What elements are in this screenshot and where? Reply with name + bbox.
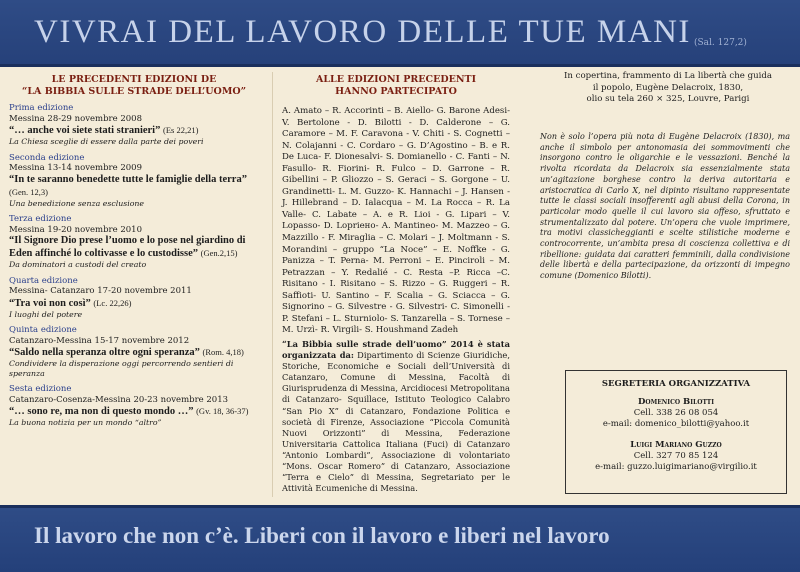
edition-quote: [9, 297, 259, 310]
edition-item: [9, 153, 259, 209]
edition-quote: [9, 346, 259, 359]
contact-phone: Cell. 338 26 08 054: [633, 408, 719, 418]
edition-ref: (Gen.2,15): [200, 248, 238, 258]
footer-banner: [0, 505, 800, 572]
column-divider: [272, 72, 273, 497]
edition-note: Una benedizione senza esclusione: [9, 198, 145, 208]
edition-quote-text: “Saldo nella speranza oltre ogni speranza”: [9, 347, 200, 358]
edition-dates: Messina- Catanzaro 17-20 novembre 2011: [9, 286, 192, 296]
contact-name: Domenico Bilotti: [637, 397, 715, 407]
edition-item: [9, 276, 259, 320]
participants-heading-line1: ALLE EDIZIONI PRECEDENTI: [315, 74, 477, 85]
edition-quote: [9, 124, 259, 137]
edition-title: Sesta edizione: [9, 384, 72, 394]
secretariat-box: [565, 370, 787, 494]
participants-list: A. Amato – R. Accorinti – B. Aiello- G. Barone Adesi- V. Bertolone - D. Bilotti - D. Calderone – G. Caramore – M. F. Caravona - V. Chiti - S. Cognetti – N. Colajanni - C. Cordaro – G. D’Agostino – B. e R. De Luca- F. Dionesalvi- S. Domianello - C. Fanti – N. Fasullo- R. Fiorini- R. Fulco – D. Garrone – R. Gibellini – P. Gliozzo – S. Geraci – S. Gorgone – U. Grandinetti- L. M. Guzzo- K. Hannachi – J. Hansen - J. Hillebrand – D. Ialacqua – M. La Rocca – R. La Valle- C. Labate – A. e R. Lioi - G. Lipari – V. Lopasso- D. Lopriено- A. Mantineo- M. Mazzeo – G. Mazzillo - F. Miraglia – C. Molari – J. Moltmann - S. Morandini – gruppo “La Noce” – E. Noffke - G. Panizza – T. Perna- M. Perroni – E. Pinciroli – M. Petrazzan – Y. Redalié - C. Resta –P. Ricca –C. Risitano - I. Risitano – S. Rizzo – G. Ruggeri – R. Saffioti- U. Santino – F. Scalia – G. Sciacca – G. Signorino – G. Silvestre - G. Silvestri- C. Simonelli - P. Stefani – L. Sturniolo- S. Tanzarella – S. Tornese – M. Urzì- R. Virgili- S. Houshmand Zadeh: [282, 106, 510, 336]
edition-note: I luoghi del potere: [9, 309, 83, 319]
contact-name: Luigi Mariano Guzzo: [630, 440, 722, 450]
edition-title: Quinta edizione: [9, 325, 77, 335]
edition-item: [9, 103, 259, 147]
edition-dates: Catanzaro-Messina 15-17 novembre 2012: [9, 335, 190, 346]
edition-quote: [9, 174, 259, 199]
organizers-lead: “La Bibbia sulle strade dell’uomo” 2014 è stata organizzata da:: [282, 339, 510, 361]
edition-quote-text: “Il Signore Dio prese l’uomo e lo pose nel giardino di Eden affinché lo coltivasse e lo custodisse”: [9, 235, 246, 259]
edition-title: Seconda edizione: [9, 152, 85, 163]
participants-heading-line2: HANNO PARTECIPATO: [335, 86, 457, 97]
edition-ref: (Gv. 18, 36-37): [196, 406, 249, 416]
edition-ref: (Rom. 4,18): [202, 347, 244, 357]
edition-title: Terza edizione: [9, 214, 72, 224]
edition-title: Prima edizione: [9, 103, 74, 113]
edition-dates: Messina 19-20 novembre 2010: [9, 224, 142, 235]
edition-dates: Catanzaro-Cosenza-Messina 20-23 novembre 2013: [9, 394, 229, 405]
edition-quote-text: “Tra voi non così”: [9, 297, 91, 309]
organizers-paragraph: [282, 339, 510, 494]
cover-caption-line2: il popolo, Eugène Delacroix, 1830,: [592, 82, 744, 93]
edition-note: La Chiesa sceglie di essere dalla parte dei poveri: [9, 137, 204, 146]
header-banner: [0, 0, 800, 67]
footer-slogan: Il lavoro che non c’è. Liberi con il lavoro e liberi nel lavoro: [34, 523, 610, 548]
edition-ref: (Es 22,21): [162, 125, 199, 135]
psalm-reference: (Sal. 127,2): [694, 38, 747, 48]
contact-card: [566, 440, 786, 473]
cover-caption: [548, 71, 788, 106]
edition-item: [9, 214, 259, 270]
edition-ref: (Gen. 12,3): [9, 186, 48, 197]
edition-quote-text: “In te saranno benedette tutte le famiglie della terra”: [9, 173, 247, 185]
edition-dates: Messina 13-14 novembre 2009: [9, 163, 142, 173]
painting-description: Non è solo l’opera più nota di Eugène Delacroix (1830), ma anche il simbolo per antonomasia dei sommovimenti che insorgono contro le oligarchie e le vessazioni. Benché la rivolta ricordata da Delacroix sia essenzialmente stata un’agitazione borghese contro la deriva autoritaria e aristocratica di Carlo X, nel dipinto risultano rappresentate tutte le classi sociali insofferenti agli abusi della Corona, in particolar modo quelle il cui lavoro sia offeso, sfruttato e strumentalizzato dal potere. Un’opera che vuole imprimere, tra motivi classicheggianti e scelte stilistiche moderne e controcorrente, un’ambita presa di coscienza collettiva e di ribellione: guidata dai caratteri femminili, dalla condivisione delle libertà e della partecipazione, da orizzonti di impegno comune (Domenico Bilotti).: [540, 132, 790, 281]
edition-item: [9, 325, 259, 378]
participants-heading: [282, 74, 510, 98]
editions-heading: [14, 74, 254, 98]
edition-title: Quarta edizione: [9, 275, 78, 286]
edition-item: [9, 384, 259, 428]
contact-phone: Cell. 327 70 85 124: [633, 451, 719, 461]
secretariat-title: SEGRETERIA ORGANIZZATIVA: [601, 379, 751, 389]
editions-heading-line2: “LA BIBBIA SULLE STRADE DELL’UOMO”: [21, 86, 247, 97]
edition-note: La buona notizia per un mondo “altro”: [9, 418, 162, 427]
edition-quote-text: “… anche voi siete stati stranieri”: [9, 125, 161, 136]
edition-quote: [9, 405, 259, 418]
editions-heading-line1: LE PRECEDENTI EDIZIONI DE: [51, 74, 217, 85]
edition-quote: [9, 235, 259, 260]
organizers-text: Dipartimento di Scienze Giuridiche, Storiche, Economiche e Sociali dell’Università di Catanzaro, Comune di Messina, Facoltà di Giurisprudenza di Messina, Arcidiocesi Metropolitana di Catanzaro- Squillace, Istituto Teologico Calabro “San Pio X” di Catanzaro, Fondazione Politica e società di Firenze, Associazione “Piccola Comunità Nuovi Orizzonti” di Messina, Federazione Universitaria Cattolica Italiana (Fuci) di Catanzaro “Antonio Lombardi”, Associazione di volontariato “Mons. Oscar Romero” di Catanzaro, Associazione “Terra e Cielo” di Messina, Segretariato per le Attività Ecumeniche di Messina.: [282, 350, 510, 494]
edition-ref: (Lc. 22,26): [93, 297, 132, 308]
editions-list: [9, 103, 259, 434]
edition-dates: Messina 28-29 novembre 2008: [9, 113, 142, 124]
main-title: VIVRAI DEL LAVORO DELLE TUE MANI: [34, 14, 691, 50]
cover-caption-line1: In copertina, frammento di La libertà che guida: [564, 71, 772, 81]
contact-email[interactable]: e-mail: domenico_bilotti@yahoo.it: [602, 419, 750, 429]
cover-caption-line3: olio su tela 260 × 325, Louvre, Parigi: [586, 94, 750, 104]
contact-email[interactable]: e-mail: guzzo.luigimariano@virgilio.it: [595, 462, 757, 472]
edition-note: Condividere la disperazione oggi percorrendo sentieri di speranza: [9, 359, 234, 378]
edition-note: Da dominatori a custodi del creato: [9, 260, 147, 269]
edition-quote-text: “… sono re, ma non di questo mondo …”: [9, 406, 194, 417]
contact-card: [566, 397, 786, 430]
